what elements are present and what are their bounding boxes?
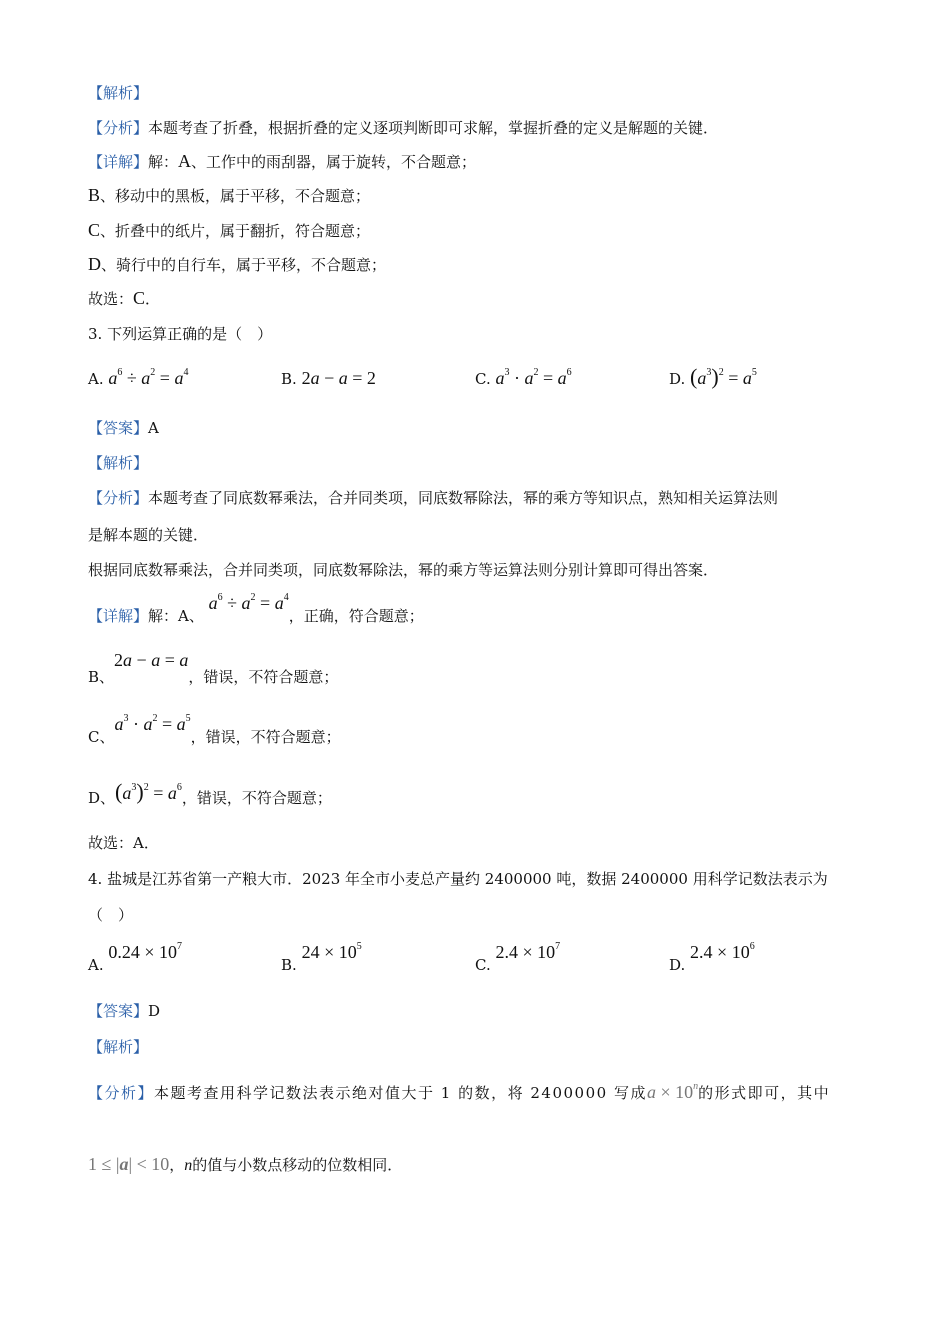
q3-detail-b-prefix: B、 (88, 668, 115, 686)
q3-jiexi-tag: 【解析】 (88, 454, 149, 472)
q2-xiangjie-prefix: 解： (148, 153, 179, 171)
q3-option-b (281, 368, 376, 389)
q3-xiangjie-prefix: 解：A、 (148, 607, 204, 625)
q3-stem: 3. 下列运算正确的是（ ） (88, 325, 273, 343)
q4-fenxi-line2: 1 ≤ |a| < 10，n的值与小数点移动的位数相同． (88, 1154, 403, 1174)
q4-jiexi-tag: 【解析】 (88, 1038, 149, 1056)
q3-detail-c-prefix: C、 (88, 728, 115, 746)
q3-xiangjie-b (88, 650, 339, 688)
q2-xiangjie-tag: 【详解】 (88, 153, 149, 171)
q3-option-a (88, 368, 188, 389)
q3-option-a-label: A. (88, 370, 104, 388)
q3-fenxi-text1: 本题考查了同底数幂乘法，合并同类项，同底数幂除法，幂的乘方等知识点，熟知相关运算法则 (148, 489, 779, 507)
q4-option-d-label: D. (669, 956, 686, 974)
q4-answer-tag: 【答案】 (88, 1002, 149, 1020)
q3-fenxi-line2: 是解本题的关键． (88, 526, 209, 544)
q2-a-text: 、工作中的雨刮器，属于旋转，不合题意； (191, 153, 477, 171)
q2-b-text: 、移动中的黑板，属于平移，不合题意； (100, 187, 371, 205)
q3-option-c-label: C. (475, 370, 491, 388)
q4-option-c (475, 941, 561, 974)
q3-fenxi-line1 (88, 487, 778, 509)
q2-c-letter: C (88, 220, 101, 240)
q2-guxuan (88, 287, 160, 310)
q3-xiangjie-c (88, 713, 341, 748)
q4-fenxi-text2-end: 的值与小数点移动的位数相同． (192, 1156, 403, 1174)
q2-c-line (88, 219, 370, 242)
q3-xiangjie-a (88, 592, 424, 627)
q3-option-b-formula: 2a − a = 2 (301, 368, 376, 388)
q4-n-variable: n (184, 1157, 193, 1174)
q4-fenxi-text1: 本题考查用科学记数法表示绝对值大于 1 的数，将 2400000 写成 (154, 1084, 647, 1102)
q4-option-d-formula: $2.4 \times 10^6$ (690, 941, 755, 962)
q3-option-c (475, 368, 572, 389)
q3-xiangjie-d (88, 779, 332, 809)
q3-answer (88, 417, 159, 439)
q4-option-b-label: B. (281, 956, 297, 974)
q4-option-c-label: C. (475, 956, 491, 974)
q2-c-text: 、折叠中的纸片，属于翻折，符合题意； (100, 222, 371, 240)
q2-fenxi-tag: 【分析】 (88, 119, 149, 137)
q3-answer-value: A (148, 419, 159, 437)
q4-option-a (88, 941, 183, 974)
q4-inequality-formula: 1 ≤ |a| < 10 (88, 1154, 170, 1174)
q3-xiangjie-tag: 【详解】 (88, 607, 149, 625)
q3-detail-a-formula: $a^6 \div a^2 = a^4$ (208, 592, 289, 613)
q4-option-c-formula: $2.4 \times 10^7$ (495, 941, 561, 962)
q4-answer-value: D (148, 1002, 161, 1020)
q3-option-b-label: B. (281, 370, 297, 388)
q2-xiangjie (88, 150, 476, 173)
q4-option-a-formula: $0.24 \times 10^7$ (108, 941, 183, 962)
q3-option-d (669, 364, 757, 390)
q4-fenxi-tag: 【分析】 (88, 1084, 155, 1102)
q3-detail-b-text: ，错误，不符合题意； (188, 668, 339, 686)
q2-guxuan-end: ． (145, 290, 161, 308)
q4-fenxi-line1 (88, 1081, 830, 1104)
q2-fenxi-text: 本题考查了折叠，根据折叠的定义逐项判断即可求解，掌握折叠的定义是解题的关键． (148, 119, 719, 137)
q3-fenxi-line3: 根据同底数幂乘法，合并同类项，同底数幂除法，幂的乘方等运算法则分别计算即可得出答案． (88, 561, 719, 579)
q2-a-letter: A (178, 151, 192, 171)
q2-b-letter: B (88, 185, 101, 205)
q2-fenxi (88, 117, 718, 139)
q3-answer-tag: 【答案】 (88, 419, 149, 437)
q4-option-b-formula: $24 \times 10^5$ (301, 941, 362, 962)
q2-d-text: 、骑行中的自行车，属于平移，不合题意； (101, 256, 387, 274)
q2-jiexi-tag: 【解析】 (88, 84, 149, 102)
q3-detail-c-text: ，错误，不符合题意； (190, 728, 341, 746)
q4-fenxi-formula: $a \times 10^n$ (646, 1081, 699, 1102)
q4-option-b (281, 941, 362, 974)
q3-detail-c-formula: $a^3 \cdot a^2 = a^5$ (114, 713, 191, 734)
q3-option-c-formula: $a^3 \cdot a^2 = a^6$ (495, 367, 572, 388)
q3-detail-d-prefix: D、 (88, 789, 116, 807)
q3-option-d-formula: $(a^3)^2 = a^5$ (690, 364, 757, 389)
q3-option-a-formula: $a^6 \div a^2 = a^4$ (108, 367, 189, 388)
q3-detail-b-formula: 2a − a = a (114, 650, 189, 670)
q2-b-line (88, 184, 370, 207)
q4-stem-paren: （ ） (88, 906, 134, 924)
q3-option-d-label: D. (669, 370, 686, 388)
q3-detail-a-text: ，正确，符合题意； (288, 607, 424, 625)
q2-d-letter: D (88, 254, 101, 274)
q2-guxuan-answer: C (133, 288, 146, 308)
q4-fenxi-text1-end: 的形式即可，其中 (698, 1084, 831, 1102)
q4-option-a-label: A. (88, 956, 104, 974)
q2-d-line (88, 253, 386, 276)
q4-option-d (669, 941, 755, 974)
q4-answer (88, 1000, 160, 1022)
q2-guxuan-label: 故选： (88, 290, 134, 308)
q3-detail-d-text: ，错误，不符合题意； (181, 789, 332, 807)
q3-fenxi-tag: 【分析】 (88, 489, 149, 507)
q3-detail-d-formula: $(a^3)^2 = a^6$ (115, 779, 182, 804)
q3-guxuan: 故选：A． (88, 834, 159, 852)
q4-stem: 4. 盐城是江苏省第一产粮大市．2023 年全市小麦总产量约 2400000 吨，数据 2400000 用科学记数法表示为 (88, 870, 828, 888)
